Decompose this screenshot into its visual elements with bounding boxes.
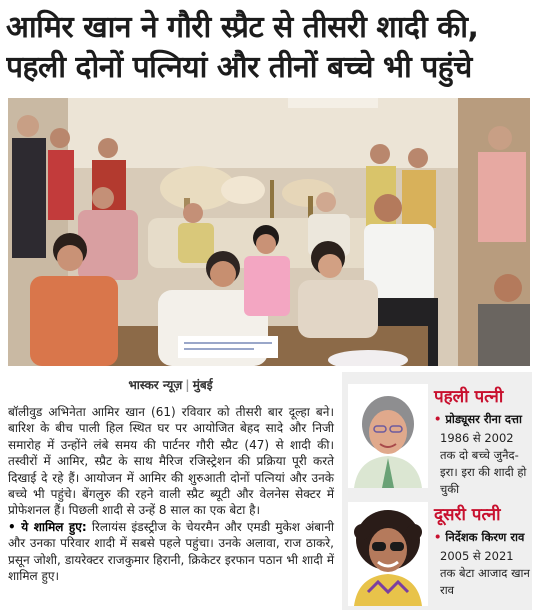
second-wife-bullet: • — [434, 530, 442, 544]
second-wife-name-text: निर्देशक किरण राव — [445, 530, 525, 544]
second-wife-name — [434, 530, 524, 545]
second-wife-portrait — [348, 502, 428, 606]
article-body — [8, 404, 334, 584]
second-wife-portrait-illustration — [348, 502, 428, 606]
article-paragraph-2-text: रिलायंस इंडस्ट्रीज के चेयरमैन और एमडी मुकेश अंबानी और उनका परिवार शादी में सबसे पहले पहुंचा। उनके अलावा, राज ठाकरे, प्रसून जोशी, डायरेक्टर राजकुमार हिरानी, क्रिकेटर इरफान पठान भी शादी में शामिल हुए। — [8, 519, 334, 584]
first-wife-description: 1986 से 2002 तक दो बच्चे जुनैद-इरा। इरा की शादी हो चुकी — [440, 431, 527, 496]
article-paragraph-1: बॉलीवुड अभिनेता आमिर खान (61) रविवार को तीसरी बार दूल्हा बने। बारिश के बीच पाली हिल स्थित घर पर आयोजित बेहद सादे और निजी समारोह में उन्होंने लंबे समय की पार्टनर गौरी स्प्रैट (47) से शादी की। तस्वीरों में आमिर, स्प्रैट के साथ मैरिज रजिस्ट्रेशन की प्रक्रिया पूरी करते दिखाई दे रहे हैं। आयोजन में आमिर की शुरुआती दोनों पत्नियां और उनके बच्चे भी पहुंचे। बेंगलुरु की रहने वाली स्प्रैट ब्यूटी और वेलनेस सेक्टर में प्रोफेशनल हैं। पिछली शादी से उन्हें 8 साल का एक बेटा है। — [8, 405, 334, 518]
wedding-photo-illustration — [8, 98, 530, 366]
article-paragraph-2 — [8, 519, 334, 585]
second-wife-title: दूसरी पत्नी — [434, 505, 501, 525]
byline-source: भास्कर न्यूज़ — [128, 378, 183, 392]
headline-line-2: पहली दोनों पत्नियां और तीनों बच्चे भी पहुंचे — [6, 50, 472, 85]
byline-separator: | — [185, 378, 190, 392]
first-wife-bullet: • — [434, 412, 442, 426]
byline-city: मुंबई — [192, 378, 213, 392]
byline — [8, 376, 333, 393]
first-wife-name-text: प्रोड्यूसर रीना दत्ता — [445, 412, 522, 426]
first-wife-portrait-illustration — [348, 384, 428, 488]
headline-line-1: आमिर खान ने गौरी स्प्रैट से तीसरी शादी की, — [6, 10, 479, 45]
article-paragraph-2-lead: • ये शामिल हुए: — [8, 519, 87, 534]
second-wife-description: 2005 से 2021 तक बेटा आजाद खान राव — [440, 549, 530, 597]
headline — [6, 8, 532, 88]
first-wife-name — [434, 412, 522, 427]
first-wife-card — [342, 376, 532, 494]
first-wife-portrait — [348, 384, 428, 488]
wives-sidebar — [342, 372, 532, 610]
first-wife-title: पहली पत्नी — [434, 387, 504, 407]
second-wife-card — [342, 494, 532, 612]
wedding-photo — [8, 98, 530, 366]
